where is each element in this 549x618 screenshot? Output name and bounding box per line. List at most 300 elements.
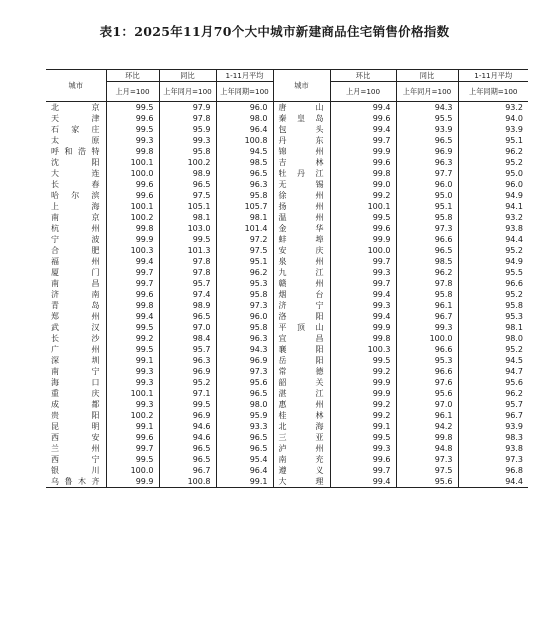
mom-value-cell: 99.6	[330, 113, 396, 124]
mom-value-cell: 100.3	[106, 245, 159, 256]
city-cell: 福州	[51, 257, 100, 266]
ytd-value-cell: 94.5	[458, 355, 528, 366]
city-cell: 安庆	[273, 245, 330, 256]
city-cell: 兰州	[51, 444, 100, 453]
table-row	[46, 344, 528, 355]
ytd-value-cell: 98.1	[458, 322, 528, 333]
yoy-value-cell: 97.6	[396, 377, 458, 388]
mom-value-cell: 99.5	[106, 322, 159, 333]
table-row	[46, 157, 528, 168]
yoy-value-cell: 98.1	[159, 212, 216, 223]
city-cell: 太原	[51, 136, 100, 145]
yoy-value-cell: 101.3	[159, 245, 216, 256]
price-index-table	[46, 70, 528, 488]
ytd-value-cell: 96.9	[216, 355, 273, 366]
ytd-value-cell: 96.3	[216, 179, 273, 190]
mom-value-cell: 99.2	[330, 366, 396, 377]
city-cell: 九江	[273, 267, 330, 278]
yoy-value-cell: 95.8	[396, 212, 458, 223]
mom-value-cell: 99.3	[106, 377, 159, 388]
table-row	[46, 179, 528, 190]
city-cell: 温州	[273, 212, 330, 223]
yoy-value-cell: 97.8	[159, 256, 216, 267]
mom-value-cell: 99.2	[330, 399, 396, 410]
yoy-value-cell: 96.7	[396, 311, 458, 322]
mom-value-cell: 100.0	[106, 168, 159, 179]
ytd-value-cell: 94.9	[458, 256, 528, 267]
yoy-value-cell: 99.5	[159, 234, 216, 245]
city-cell: 蚌埠	[273, 234, 330, 245]
yoy-value-cell: 96.9	[159, 366, 216, 377]
ytd-value-cell: 95.2	[458, 289, 528, 300]
mom-value-cell: 99.6	[330, 223, 396, 234]
table-row	[46, 410, 528, 421]
table-row	[46, 201, 528, 212]
ytd-value-cell: 105.7	[216, 201, 273, 212]
yoy-value-cell: 97.5	[159, 190, 216, 201]
city-cell: 广州	[51, 345, 100, 354]
mom-value-cell: 99.1	[106, 421, 159, 432]
ytd-value-cell: 97.5	[216, 245, 273, 256]
city-cell: 大连	[51, 169, 100, 178]
header-yoy-left: 同比	[159, 70, 216, 82]
mom-value-cell: 100.1	[106, 157, 159, 168]
city-cell: 成都	[51, 400, 100, 409]
table-row	[46, 256, 528, 267]
yoy-value-cell: 95.2	[159, 377, 216, 388]
city-cell: 重庆	[51, 389, 100, 398]
ytd-value-cell: 96.5	[216, 168, 273, 179]
ytd-value-cell: 93.8	[458, 223, 528, 234]
ytd-value-cell: 96.5	[216, 443, 273, 454]
yoy-value-cell: 97.3	[396, 454, 458, 465]
yoy-value-cell: 100.2	[159, 157, 216, 168]
city-cell: 郑州	[51, 312, 100, 321]
ytd-value-cell: 96.2	[458, 146, 528, 157]
ytd-value-cell: 98.0	[458, 333, 528, 344]
ytd-value-cell: 93.9	[458, 421, 528, 432]
ytd-value-cell: 96.0	[216, 102, 273, 114]
mom-value-cell: 99.6	[106, 179, 159, 190]
yoy-value-cell: 96.1	[396, 410, 458, 421]
mom-value-cell: 99.4	[106, 256, 159, 267]
table-row	[46, 267, 528, 278]
yoy-value-cell: 96.9	[159, 410, 216, 421]
header-yoy-base-left: 上年同月=100	[159, 82, 216, 102]
mom-value-cell: 99.4	[106, 311, 159, 322]
ytd-value-cell: 96.2	[458, 388, 528, 399]
ytd-value-cell: 93.9	[458, 124, 528, 135]
ytd-value-cell: 96.5	[216, 432, 273, 443]
yoy-value-cell: 95.8	[396, 289, 458, 300]
city-cell: 沈阳	[51, 158, 100, 167]
yoy-value-cell: 99.5	[159, 399, 216, 410]
yoy-value-cell: 95.3	[396, 355, 458, 366]
city-cell: 泉州	[273, 256, 330, 267]
yoy-value-cell: 97.4	[159, 289, 216, 300]
mom-value-cell: 99.4	[330, 102, 396, 114]
yoy-value-cell: 99.3	[396, 322, 458, 333]
mom-value-cell: 99.7	[106, 278, 159, 289]
city-cell: 唐山	[273, 102, 330, 114]
ytd-value-cell: 95.4	[216, 454, 273, 465]
table-row	[46, 212, 528, 223]
city-cell: 厦门	[51, 268, 100, 277]
city-cell: 长沙	[51, 334, 100, 343]
table-row	[46, 443, 528, 454]
city-cell: 泸州	[273, 443, 330, 454]
mom-value-cell: 99.6	[106, 432, 159, 443]
header-mom-left: 环比	[106, 70, 159, 82]
ytd-value-cell: 94.4	[458, 476, 528, 488]
yoy-value-cell: 103.0	[159, 223, 216, 234]
yoy-value-cell: 97.8	[396, 278, 458, 289]
mom-value-cell: 99.8	[330, 168, 396, 179]
yoy-value-cell: 97.8	[159, 267, 216, 278]
mom-value-cell: 99.2	[330, 410, 396, 421]
yoy-value-cell: 97.1	[159, 388, 216, 399]
yoy-value-cell: 97.0	[159, 322, 216, 333]
mom-value-cell: 100.1	[106, 201, 159, 212]
yoy-value-cell: 95.1	[396, 201, 458, 212]
city-cell: 南宁	[51, 367, 100, 376]
mom-value-cell: 99.7	[330, 256, 396, 267]
table-row	[46, 190, 528, 201]
mom-value-cell: 99.7	[330, 135, 396, 146]
yoy-value-cell: 96.5	[159, 179, 216, 190]
header-ytd-left: 1-11月平均	[216, 70, 273, 82]
mom-value-cell: 99.5	[330, 212, 396, 223]
yoy-value-cell: 94.6	[159, 421, 216, 432]
mom-value-cell: 99.6	[330, 157, 396, 168]
ytd-value-cell: 96.4	[216, 124, 273, 135]
table-row	[46, 432, 528, 443]
yoy-value-cell: 100.0	[396, 333, 458, 344]
mom-value-cell: 99.7	[330, 278, 396, 289]
mom-value-cell: 99.3	[330, 443, 396, 454]
city-cell: 无锡	[273, 179, 330, 190]
ytd-value-cell: 96.0	[458, 179, 528, 190]
mom-value-cell: 99.8	[106, 146, 159, 157]
yoy-value-cell: 98.5	[396, 256, 458, 267]
city-cell: 北海	[273, 421, 330, 432]
city-cell: 大理	[273, 476, 330, 488]
yoy-value-cell: 96.6	[396, 234, 458, 245]
yoy-value-cell: 96.5	[396, 135, 458, 146]
yoy-value-cell: 98.4	[159, 333, 216, 344]
ytd-value-cell: 98.1	[216, 212, 273, 223]
mom-value-cell: 99.6	[106, 190, 159, 201]
mom-value-cell: 99.3	[106, 366, 159, 377]
ytd-value-cell: 98.5	[216, 157, 273, 168]
table-row	[46, 454, 528, 465]
ytd-value-cell: 93.2	[458, 212, 528, 223]
ytd-value-cell: 95.0	[458, 168, 528, 179]
city-cell: 宜昌	[273, 333, 330, 344]
ytd-value-cell: 95.8	[216, 190, 273, 201]
city-cell: 秦皇岛	[273, 113, 330, 124]
yoy-value-cell: 96.2	[396, 267, 458, 278]
ytd-value-cell: 96.7	[458, 410, 528, 421]
city-cell: 天津	[51, 114, 100, 123]
mom-value-cell: 99.4	[330, 289, 396, 300]
header-city-left: 城市	[46, 70, 106, 102]
yoy-value-cell: 96.1	[396, 300, 458, 311]
ytd-value-cell: 93.2	[458, 102, 528, 114]
yoy-value-cell: 97.9	[159, 102, 216, 114]
ytd-value-cell: 95.8	[216, 322, 273, 333]
mom-value-cell: 99.9	[330, 146, 396, 157]
city-cell: 徐州	[273, 190, 330, 201]
city-cell: 南充	[273, 454, 330, 465]
header-mom-base-right: 上月=100	[330, 82, 396, 102]
header-yoy-base-right: 上年同月=100	[396, 82, 458, 102]
ytd-value-cell: 98.0	[216, 399, 273, 410]
table-row	[46, 168, 528, 179]
yoy-value-cell: 96.6	[396, 366, 458, 377]
city-cell: 杭州	[51, 224, 100, 233]
mom-value-cell: 99.5	[106, 102, 159, 114]
city-cell: 济南	[51, 290, 100, 299]
header-ytd-base-left: 上年同期=100	[216, 82, 273, 102]
yoy-value-cell: 98.9	[159, 168, 216, 179]
table-row	[46, 421, 528, 432]
mom-value-cell: 99.2	[330, 190, 396, 201]
ytd-value-cell: 97.2	[216, 234, 273, 245]
yoy-value-cell: 105.1	[159, 201, 216, 212]
city-cell: 常德	[273, 366, 330, 377]
table-row	[46, 102, 528, 114]
city-cell: 武汉	[51, 323, 100, 332]
yoy-value-cell: 96.7	[159, 465, 216, 476]
mom-value-cell: 99.5	[330, 432, 396, 443]
mom-value-cell: 99.7	[330, 465, 396, 476]
mom-value-cell: 99.4	[330, 476, 396, 488]
ytd-value-cell: 96.5	[216, 388, 273, 399]
ytd-value-cell: 94.4	[458, 234, 528, 245]
ytd-value-cell: 95.6	[216, 377, 273, 388]
mom-value-cell: 100.0	[330, 245, 396, 256]
city-cell: 南昌	[51, 279, 100, 288]
mom-value-cell: 99.7	[106, 267, 159, 278]
ytd-value-cell: 95.8	[458, 300, 528, 311]
yoy-value-cell: 95.6	[396, 388, 458, 399]
yoy-value-cell: 96.6	[396, 344, 458, 355]
yoy-value-cell: 94.8	[396, 443, 458, 454]
yoy-value-cell: 95.5	[396, 113, 458, 124]
yoy-value-cell: 95.0	[396, 190, 458, 201]
mom-value-cell: 99.9	[106, 234, 159, 245]
yoy-value-cell: 96.5	[396, 245, 458, 256]
ytd-value-cell: 100.8	[216, 135, 273, 146]
ytd-value-cell: 96.0	[216, 311, 273, 322]
ytd-value-cell: 95.6	[458, 377, 528, 388]
ytd-value-cell: 95.2	[458, 245, 528, 256]
ytd-value-cell: 93.3	[216, 421, 273, 432]
mom-value-cell: 100.2	[106, 212, 159, 223]
yoy-value-cell: 100.8	[159, 476, 216, 488]
yoy-value-cell: 96.9	[396, 146, 458, 157]
table-row	[46, 124, 528, 135]
yoy-value-cell: 96.5	[159, 311, 216, 322]
city-cell: 韶关	[273, 377, 330, 388]
yoy-value-cell: 95.9	[159, 124, 216, 135]
table-row	[46, 465, 528, 476]
mom-value-cell: 99.7	[106, 443, 159, 454]
yoy-value-cell: 96.3	[396, 157, 458, 168]
table-row	[46, 146, 528, 157]
mom-value-cell: 99.4	[330, 124, 396, 135]
ytd-value-cell: 94.5	[216, 146, 273, 157]
table-row	[46, 366, 528, 377]
table-row	[46, 289, 528, 300]
header-city-right: 城市	[273, 70, 330, 102]
ytd-value-cell: 101.4	[216, 223, 273, 234]
city-cell: 遵义	[273, 465, 330, 476]
mom-value-cell: 99.8	[106, 223, 159, 234]
mom-value-cell: 100.0	[106, 465, 159, 476]
yoy-value-cell: 94.6	[159, 432, 216, 443]
ytd-value-cell: 96.6	[458, 278, 528, 289]
ytd-value-cell: 95.3	[216, 278, 273, 289]
ytd-value-cell: 95.8	[216, 289, 273, 300]
yoy-value-cell: 93.9	[396, 124, 458, 135]
mom-value-cell: 99.5	[106, 124, 159, 135]
mom-value-cell: 100.1	[330, 201, 396, 212]
mom-value-cell: 99.4	[330, 311, 396, 322]
city-cell: 三亚	[273, 432, 330, 443]
header-ytd-base-right: 上年同期=100	[458, 82, 528, 102]
mom-value-cell: 99.9	[106, 476, 159, 488]
table-row	[46, 234, 528, 245]
table-row	[46, 377, 528, 388]
ytd-value-cell: 99.1	[216, 476, 273, 488]
mom-value-cell: 99.6	[106, 289, 159, 300]
city-cell: 桂林	[273, 410, 330, 421]
table-row	[46, 476, 528, 488]
yoy-value-cell: 96.5	[159, 443, 216, 454]
mom-value-cell: 99.3	[106, 399, 159, 410]
mom-value-cell: 99.5	[106, 344, 159, 355]
yoy-value-cell: 97.7	[396, 168, 458, 179]
header-ytd-right: 1-11月平均	[458, 70, 528, 82]
yoy-value-cell: 98.9	[159, 300, 216, 311]
ytd-value-cell: 97.3	[458, 454, 528, 465]
table-row	[46, 322, 528, 333]
city-cell: 宁波	[51, 235, 100, 244]
ytd-value-cell: 94.1	[458, 201, 528, 212]
city-cell: 金华	[273, 223, 330, 234]
table-row	[46, 278, 528, 289]
ytd-value-cell: 94.9	[458, 190, 528, 201]
city-cell: 吉林	[273, 157, 330, 168]
city-cell: 合肥	[51, 246, 100, 255]
yoy-value-cell: 97.8	[159, 113, 216, 124]
ytd-value-cell: 98.0	[216, 113, 273, 124]
ytd-value-cell: 94.3	[216, 344, 273, 355]
city-cell: 岳阳	[273, 355, 330, 366]
mom-value-cell: 99.3	[330, 300, 396, 311]
city-cell: 深圳	[51, 356, 100, 365]
header-mom-right: 环比	[330, 70, 396, 82]
yoy-value-cell: 95.7	[159, 344, 216, 355]
mom-value-cell: 100.3	[330, 344, 396, 355]
city-cell: 襄阳	[273, 344, 330, 355]
city-cell: 烟台	[273, 289, 330, 300]
mom-value-cell: 99.6	[106, 113, 159, 124]
city-cell: 呼和浩特	[51, 147, 100, 156]
city-cell: 惠州	[273, 399, 330, 410]
mom-value-cell: 99.6	[330, 454, 396, 465]
city-cell: 上海	[51, 202, 100, 211]
mom-value-cell: 100.2	[106, 410, 159, 421]
city-cell: 包头	[273, 124, 330, 135]
city-cell: 贵阳	[51, 411, 100, 420]
ytd-value-cell: 95.9	[216, 410, 273, 421]
table-title: 表1：2025年11月70个大中城市新建商品住宅销售价格指数	[99, 24, 450, 39]
city-cell: 西安	[51, 433, 100, 442]
mom-value-cell: 99.8	[106, 300, 159, 311]
ytd-value-cell: 95.3	[458, 311, 528, 322]
city-cell: 丹东	[273, 135, 330, 146]
city-cell: 锦州	[273, 146, 330, 157]
city-cell: 牡丹江	[273, 168, 330, 179]
ytd-value-cell: 95.2	[458, 157, 528, 168]
yoy-value-cell: 96.5	[159, 454, 216, 465]
city-cell: 青岛	[51, 301, 100, 310]
ytd-value-cell: 96.3	[216, 333, 273, 344]
city-cell: 石家庄	[51, 125, 100, 134]
yoy-value-cell: 99.8	[396, 432, 458, 443]
mom-value-cell: 99.1	[106, 355, 159, 366]
yoy-value-cell: 99.3	[159, 135, 216, 146]
yoy-value-cell: 95.6	[396, 476, 458, 488]
city-cell: 平顶山	[273, 322, 330, 333]
mom-value-cell: 99.2	[106, 333, 159, 344]
yoy-value-cell: 96.0	[396, 179, 458, 190]
header-mom-base-left: 上月=100	[106, 82, 159, 102]
yoy-value-cell: 95.7	[159, 278, 216, 289]
table-row	[46, 311, 528, 322]
ytd-value-cell: 95.1	[458, 135, 528, 146]
ytd-value-cell: 94.7	[458, 366, 528, 377]
mom-value-cell: 99.9	[330, 388, 396, 399]
ytd-value-cell: 94.0	[458, 113, 528, 124]
table-row	[46, 388, 528, 399]
city-cell: 北京	[51, 103, 100, 112]
ytd-value-cell: 96.2	[216, 267, 273, 278]
table-row	[46, 113, 528, 124]
city-cell: 洛阳	[273, 311, 330, 322]
mom-value-cell: 99.3	[106, 135, 159, 146]
ytd-value-cell: 95.2	[458, 344, 528, 355]
city-cell: 海口	[51, 378, 100, 387]
ytd-value-cell: 96.4	[216, 465, 273, 476]
ytd-value-cell: 98.3	[458, 432, 528, 443]
table-row	[46, 399, 528, 410]
city-cell: 济宁	[273, 300, 330, 311]
yoy-value-cell: 94.3	[396, 102, 458, 114]
table-row	[46, 135, 528, 146]
mom-value-cell: 99.9	[330, 377, 396, 388]
table-row	[46, 300, 528, 311]
yoy-value-cell: 94.2	[396, 421, 458, 432]
yoy-value-cell: 97.3	[396, 223, 458, 234]
city-cell: 西宁	[51, 455, 100, 464]
city-cell: 银川	[51, 466, 100, 475]
city-cell: 湛江	[273, 388, 330, 399]
yoy-value-cell: 97.0	[396, 399, 458, 410]
